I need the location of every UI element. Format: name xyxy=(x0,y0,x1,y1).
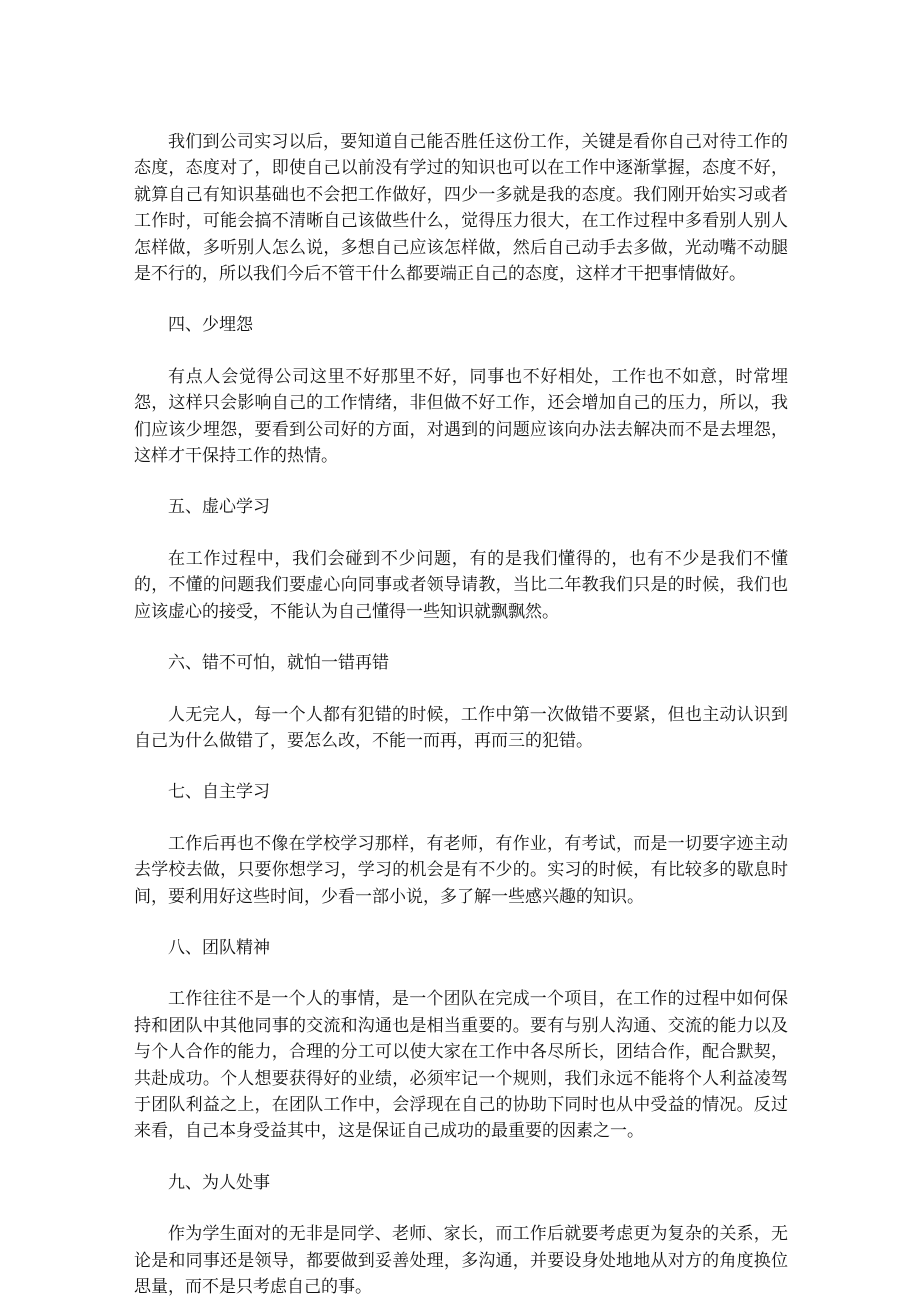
heading-humble-learning: 五、虚心学习 xyxy=(168,497,270,518)
paragraph-humble-learning: 在工作过程中，我们会碰到不少问题，有的是我们懂得的，也有不少是我们不懂的，不懂的问题我们要虚心向同事或者领导请教，当比二年教我们只是的时候，我们也应该虚心的接受，不能认为自己懂得一些知识就飘飘然。 xyxy=(134,548,788,622)
heading-self-study: 七、自主学习 xyxy=(168,782,270,803)
document-page xyxy=(134,129,788,1300)
paragraph-mistakes: 人无完人，每一个人都有犯错的时候，工作中第一次做错不要紧，但也主动认识到自己为什么做错了，要怎么改，不能一而再，再而三的犯错。 xyxy=(134,704,788,751)
heading-conduct: 九、为人处事 xyxy=(168,1172,270,1193)
paragraph-team-spirit: 工作往往不是一个人的事情，是一个团队在完成一个项目，在工作的过程中如何保持和团队中其他同事的交流和沟通也是相当重要的。要有与别人沟通、交流的能力以及与个人合作的能力，合理的分工可以使大家在工作中各尽所长，团结合作，配合默契，共赴成功。个人想要获得好的业绩，必须牢记一个规则，我们永远不能将个人利益凌驾于团队利益之上，在团队工作中，会浮现在自己的协助下同时也从中受益的情况。反过来看，自己本身受益其中，这是保证自己成功的最重要的因素之一。 xyxy=(134,989,788,1142)
paragraph-conduct: 作为学生面对的无非是同学、老师、家长，而工作后就要考虑更为复杂的关系，无论是和同事还是领导，都要做到妥善处理，多沟通，并要设身处地地从对方的角度换位思量，而不是只考虑自己的事。 xyxy=(134,1224,788,1297)
heading-team-spirit: 八、团队精神 xyxy=(168,937,270,958)
heading-mistakes: 六、错不可怕，就怕一错再错 xyxy=(168,653,389,674)
paragraph-attitude: 我们到公司实习以后，要知道自己能否胜任这份工作，关键是看你自己对待工作的态度，态度对了，即使自己以前没有学过的知识也可以在工作中逐渐掌握，态度不好，就算自己有知识基础也不会把工作做好，四少一多就是我的态度。我们刚开始实习或者工作时，可能会搞不清晰自己该做些什么，觉得压力很大，在工作过程中多看别人别人怎样做，多听别人怎么说，多想自己应该怎样做，然后自己动手去多做，光动嘴不动腿是不行的，所以我们今后不管干什么都要端正自己的态度，这样才干把事情做好。 xyxy=(134,132,788,285)
paragraph-self-study: 工作后再也不像在学校学习那样，有老师，有作业，有考试，而是一切要字迹主动去学校去做，只要你想学习，学习的机会是有不少的。实习的时候，有比较多的歇息时间，要利用好这些时间，少看一部小说，多了解一些感兴趣的知识。 xyxy=(134,833,788,907)
heading-complain-less: 四、少埋怨 xyxy=(168,315,253,336)
paragraph-complain-less: 有点人会觉得公司这里不好那里不好，同事也不好相处，工作也不如意，时常埋怨，这样只会影响自己的工作情绪，非但做不好工作，还会增加自己的压力，所以，我们应该少埋怨，要看到公司好的方面，对遇到的问题应该向办法去解决而不是去埋怨，这样才干保持工作的热情。 xyxy=(134,366,788,467)
